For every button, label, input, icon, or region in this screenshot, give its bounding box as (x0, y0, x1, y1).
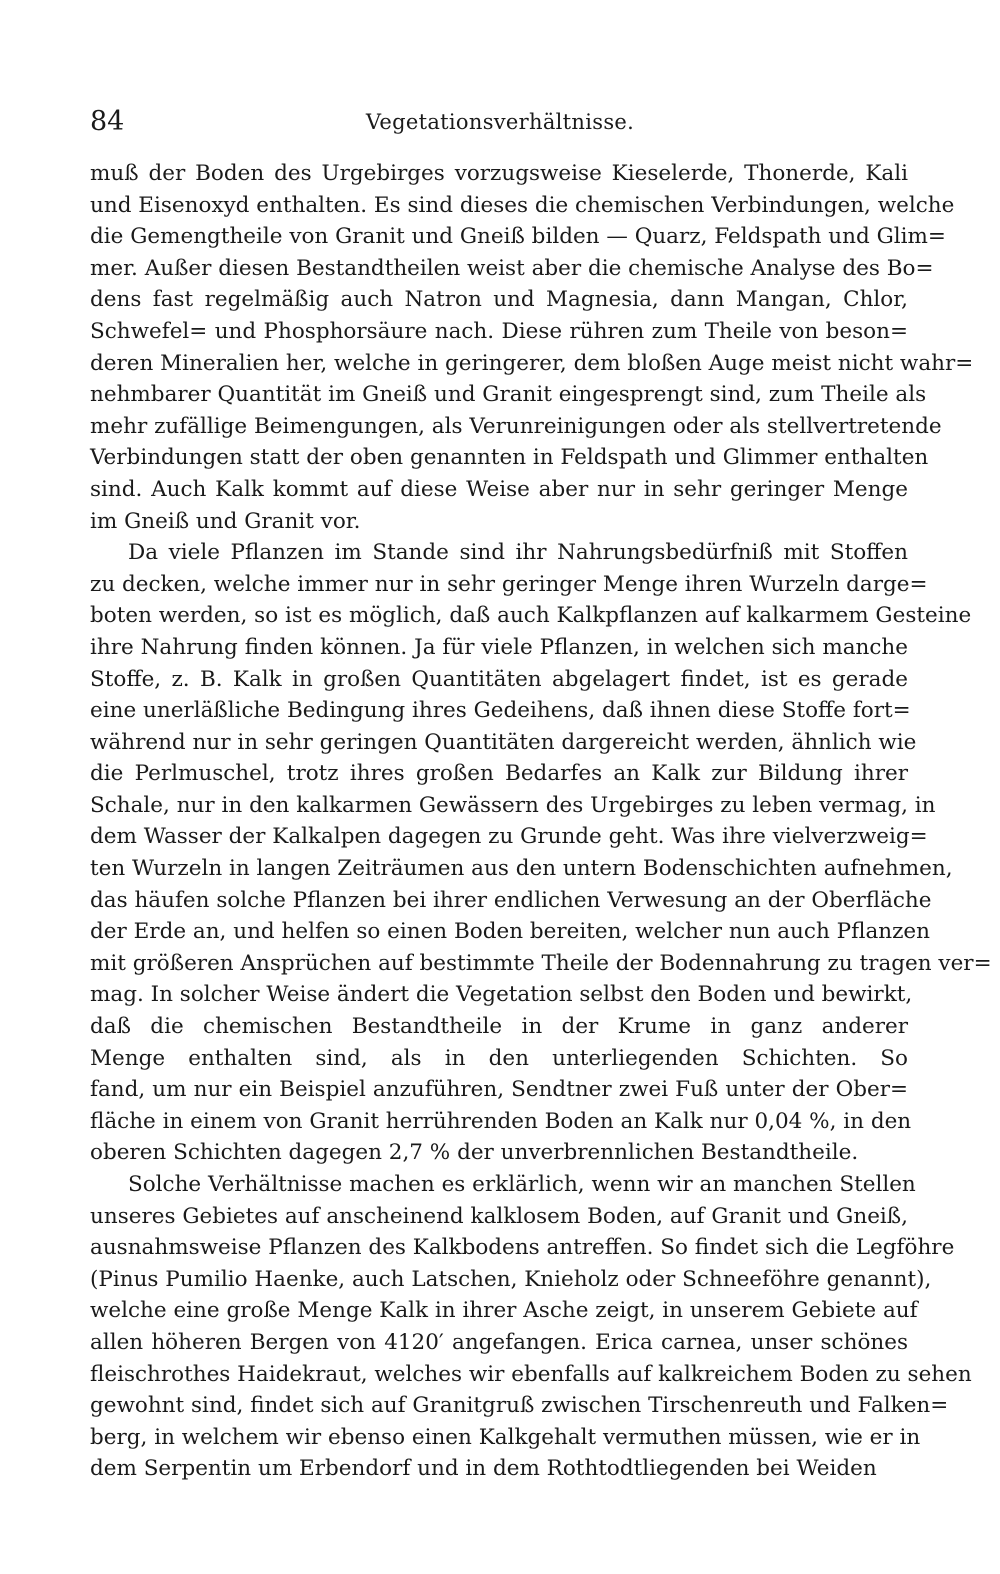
page-number: 84 (90, 106, 125, 137)
text-line: Schwefel= und Phosphorsäure nach. Diese rühren zum Theile von beson= (90, 318, 908, 344)
text-line: im Gneiß und Granit vor. (90, 508, 361, 534)
text-line: die Gemengtheile von Granit und Gneiß bilden — Quarz, Feldspath und Glim= (90, 224, 946, 250)
text-line: ten Wurzeln in langen Zeiträumen aus den untern Bodenschichten aufnehmen, (90, 856, 953, 882)
text-line: Stoffe, z. B. Kalk in großen Quantitäten abgelagert findet, ist es gerade (90, 666, 908, 692)
paragraph (90, 1169, 972, 1485)
text-line: oberen Schichten dagegen 2,7 % der unverbrennlichen Bestandtheile. (90, 1140, 859, 1166)
text-line: deren Mineralien her, welche in geringerer, dem bloßen Auge meist nicht wahr= (90, 350, 974, 376)
text-line: allen höheren Bergen von 4120′ angefangen. Erica carnea, unser schönes (90, 1329, 908, 1355)
body-text (90, 158, 992, 1485)
text-line: ausnahmsweise Pflanzen des Kalkbodens antreffen. So findet sich die Legföhre (90, 1235, 955, 1261)
text-line: dem Wasser der Kalkalpen dagegen zu Grunde geht. Was ihre vielverzweig= (90, 824, 928, 850)
text-line: fläche in einem von Granit herrührenden Boden an Kalk nur 0,04 %, in den (90, 1108, 912, 1134)
text-line: muß der Boden des Urgebirges vorzugsweise Kieselerde, Thonerde, Kali (90, 161, 908, 186)
text-line: Schale, nur in den kalkarmen Gewässern des Urgebirges zu leben vermag, in (90, 792, 936, 818)
text-line: sind. Auch Kalk kommt auf diese Weise aber nur in sehr geringer Menge (90, 476, 908, 502)
text-line: der Erde an, und helfen so einen Boden bereiten, welcher nun auch Pflanzen (90, 919, 931, 945)
text-line: die Perlmuschel, trotz ihres großen Bedarfes an Kalk zur Bildung ihrer (90, 761, 908, 787)
text-line: boten werden, so ist es möglich, daß auch Kalkpflanzen auf kalkarmem Gesteine (90, 603, 972, 629)
text-line: eine unerläßliche Bedingung ihres Gedeihens, daß ihnen diese Stoffe fort= (90, 698, 911, 724)
text-line: dem Serpentin um Erbendorf und in dem Rothtodtliegenden bei Weiden (90, 1456, 877, 1482)
text-line: mit größeren Ansprüchen auf bestimmte Theile der Bodennahrung zu tragen ver= (90, 950, 992, 976)
text-line: mehr zufällige Beimengungen, als Verunreinigungen oder als stellvertretende (90, 413, 942, 439)
text-line: Da viele Pflanzen im Stande sind ihr Nahrungsbedürfniß mit Stoffen (128, 540, 908, 566)
page-header (90, 104, 910, 140)
text-line: fleischrothes Haidekraut, welches wir ebenfalls auf kalkreichem Boden zu sehen (90, 1361, 972, 1387)
text-line: welche eine große Menge Kalk in ihrer Asche zeigt, in unserem Gebiete auf (90, 1298, 918, 1324)
text-line: und Eisenoxyd enthalten. Es sind dieses die chemischen Verbindungen, welche (90, 192, 955, 218)
running-head: Vegetationsverhältnisse. (365, 110, 635, 134)
text-line: Verbindungen statt der oben genannten in Feldspath und Glimmer enthalten (90, 445, 929, 471)
text-line: berg, in welchem wir ebenso einen Kalkgehalt vermuthen müssen, wie er in (90, 1424, 921, 1450)
paragraph (90, 158, 974, 537)
text-line: mer. Außer diesen Bestandtheilen weist aber die chemische Analyse des Bo= (90, 255, 934, 281)
text-line: Solche Verhältnisse machen es erklärlich, wenn wir an manchen Stellen (128, 1172, 916, 1197)
text-line: das häufen solche Pflanzen bei ihrer endlichen Verwesung an der Oberfläche (90, 887, 932, 913)
text-line: Menge enthalten sind, als in den unterliegenden Schichten. So (90, 1045, 908, 1071)
paragraph (90, 537, 992, 1169)
text-line: fand, um nur ein Beispiel anzuführen, Sendtner zwei Fuß unter der Ober= (90, 1077, 908, 1103)
text-line: gewohnt sind, findet sich auf Granitgruß zwischen Tirschenreuth und Falken= (90, 1393, 949, 1419)
text-line: während nur in sehr geringen Quantitäten dargereicht werden, ähnlich wie (90, 729, 917, 755)
text-line: unseres Gebietes auf anscheinend kalklosem Boden, auf Granit und Gneiß, (90, 1203, 908, 1229)
text-line: dens fast regelmäßig auch Natron und Magnesia, dann Mangan, Chlor, (90, 287, 908, 313)
text-line: zu decken, welche immer nur in sehr geringer Menge ihren Wurzeln darge= (90, 571, 928, 597)
text-line: ihre Nahrung finden können. Ja für viele Pflanzen, in welchen sich manche (90, 634, 908, 660)
text-line: daß die chemischen Bestandtheile in der Krume in ganz anderer (90, 1014, 908, 1040)
text-line: (Pinus Pumilio Haenke, auch Latschen, Knieholz oder Schneeföhre genannt), (90, 1266, 932, 1292)
text-line: nehmbarer Quantität im Gneiß und Granit eingesprengt sind, zum Theile als (90, 382, 927, 408)
text-line: mag. In solcher Weise ändert die Vegetation selbst den Boden und bewirkt, (90, 982, 913, 1008)
